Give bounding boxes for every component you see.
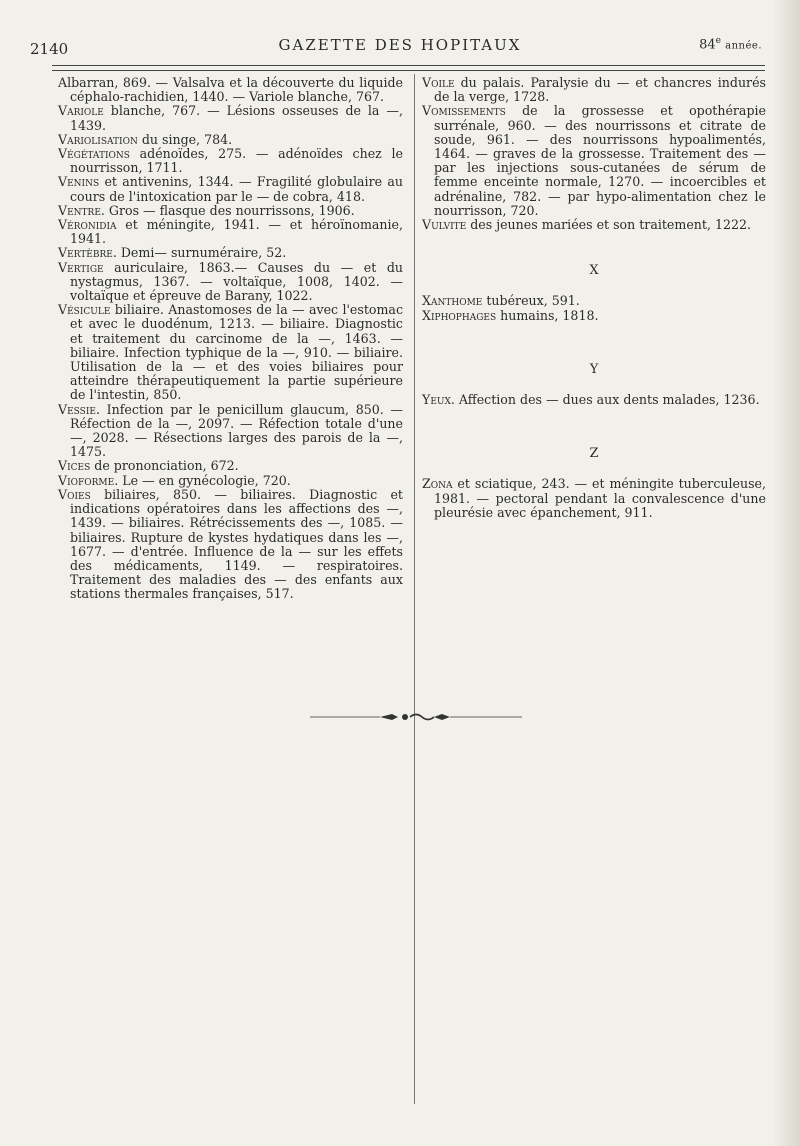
- index-entry-text: Albarran, 869. — Valsalva et la découverte du liquide céphalo-rachidien, 1440. — Variole blanche, 767.: [58, 75, 403, 105]
- index-entry: [58, 133, 403, 147]
- index-keyword: Vioforme.: [58, 472, 119, 488]
- index-entry: [58, 218, 403, 246]
- section-letter-y: Y: [589, 361, 599, 377]
- index-keyword: Variole: [58, 103, 104, 119]
- index-keyword: Véronidia: [58, 217, 117, 233]
- index-entry-text: Infection par le penicillum glaucum, 850. — Réfection de la —, 2097. — Réfection totale d'une —, 2028. — Résections larges des parois de la —, 1475.: [70, 401, 403, 460]
- section-z-entries: [422, 477, 766, 520]
- index-keyword: Vessie.: [58, 401, 100, 417]
- section-letter-z: Z: [589, 446, 599, 462]
- index-keyword: Ventre.: [58, 202, 105, 218]
- index-entry-text: du singe, 784.: [137, 131, 233, 147]
- section-letter-x: X: [589, 263, 599, 279]
- index-keyword: Voies: [58, 486, 91, 502]
- index-entry-text: biliaires, 850. — biliaires. Diagnostic et indications opératoires dans les affections des —, 1439. — biliaires. Rétrécissements des —, 1085. — biliaires. Rupture de kystes hydatiques dans les —, 1677. — d'entrée. Influence de la — sur les effets des médicaments, 1149. — respiratoires. Traitement des maladies des — des enfants aux stations thermales françaises, 517.: [70, 486, 403, 602]
- header-rule-double: [52, 70, 765, 71]
- index-entry-text: Gros — flasque des nourrissons, 1906.: [104, 202, 355, 218]
- index-keyword: Xanthome: [422, 293, 483, 309]
- year-word: année.: [725, 40, 762, 52]
- index-entry: [58, 474, 403, 488]
- index-keyword: Xiphophages: [422, 307, 497, 323]
- index-entry-text: de prononciation, 672.: [90, 458, 239, 474]
- index-entry: [58, 303, 403, 402]
- page-number: 2140: [30, 40, 69, 58]
- page-edge-shadow: [772, 0, 800, 1146]
- index-keyword: Yeux.: [422, 392, 455, 408]
- index-entry-text: du palais. Paralysie du — et chancres indurés de la verge, 1728.: [434, 75, 766, 105]
- index-entry: [58, 403, 403, 460]
- column-divider: [414, 74, 415, 1104]
- index-keyword: Variolisation: [58, 131, 138, 147]
- section-y-entries: [422, 393, 766, 407]
- index-keyword: Vertèbre.: [58, 245, 117, 261]
- index-entry-text: et sciatique, 243. — et méningite tuberculeuse, 1981. — pectoral pendant la convalescence d'une pleurésie avec épanchement, 911.: [434, 476, 766, 520]
- index-entry: [422, 309, 766, 323]
- index-keyword: Venins: [58, 174, 100, 190]
- index-entry: [58, 488, 403, 602]
- index-entry: [58, 104, 403, 132]
- index-entry: [58, 147, 403, 175]
- index-entry: [422, 393, 766, 407]
- index-entry: [422, 294, 766, 308]
- end-ornament: [310, 712, 522, 722]
- index-entry: [58, 459, 403, 473]
- index-entry: [58, 76, 403, 104]
- index-entry-text: de la grossesse et opothérapie surrénale, 960. — des nourrissons et citrate de soude, 961. — des nourrissons hypoalimentés, 1464. — graves de la grossesse. Traitement des — par les injections sous-cutanées de sérum de femme enceinte normale, 1270. — incoercibles et adrénaline, 782. — par hypo-alimentation chez le nourrisson, 720.: [434, 103, 766, 218]
- index-entry: [58, 261, 403, 304]
- index-entry: [422, 104, 766, 218]
- running-title: GAZETTE DES HOPITAUX: [278, 36, 522, 54]
- index-entry-text: adénoïdes, 275. — adénoïdes chez le nourrisson, 1711.: [70, 146, 403, 176]
- index-entry: [422, 477, 766, 520]
- section-x-entries: [422, 294, 766, 322]
- index-keyword: Vices: [58, 458, 91, 474]
- index-keyword: Voile: [422, 75, 455, 90]
- year-number: 84: [699, 37, 716, 53]
- index-entry: [58, 246, 403, 260]
- index-column-left: [58, 76, 403, 602]
- index-keyword: Vertige: [58, 259, 104, 275]
- index-entry-text: biliaire. Anastomoses de la — avec l'estomac et avec le duodénum, 1213. — biliaire. Diagnostic et traitement du carcinome de la —, 1463. — biliaire. Infection typhique de la —, 910. — biliaire. Utilisation de la — et des voies biliaires pour atteindre thérapeutiquement la partie supérieure de l'intestin, 850.: [70, 302, 403, 403]
- index-entry-text: tubéreux, 591.: [482, 293, 580, 309]
- index-entry: [58, 204, 403, 218]
- index-column-right: [422, 76, 766, 520]
- index-entry-text: des jeunes mariées et son traitement, 1222.: [466, 217, 752, 233]
- year-superscript: e: [715, 36, 721, 46]
- index-entry-text: auriculaire, 1863.— Causes du — et du nystagmus, 1367. — voltaïque, 1008, 1402. — voltaïque et épreuve de Barany, 1022.: [70, 259, 403, 304]
- index-entry: [422, 76, 766, 104]
- index-keyword: Zona: [422, 476, 453, 492]
- index-keyword: Vulvite: [422, 217, 467, 233]
- index-entry-text: Le — en gynécologie, 720.: [118, 472, 291, 488]
- index-entry-text: Demi— surnuméraire, 52.: [116, 245, 287, 261]
- section-v-entries: [422, 76, 766, 232]
- index-entry: [422, 218, 766, 232]
- index-entry-text: Affection des — dues aux dents malades, 1236.: [454, 392, 760, 408]
- header-rule: [52, 65, 765, 66]
- running-header: [0, 36, 800, 60]
- index-keyword: Vomissements: [422, 103, 506, 119]
- index-keyword: Vésicule: [58, 302, 111, 318]
- index-entry-text: et antivenins, 1344. — Fragilité globulaire au cours de l'intoxication par le — de cobra, 418.: [70, 174, 403, 204]
- index-entry-text: et méningite, 1941. — et héroïnomanie, 1941.: [70, 217, 403, 247]
- year-label: [699, 36, 762, 52]
- index-entry-text: humains, 1818.: [496, 307, 599, 323]
- index-keyword: Végétations: [58, 146, 130, 162]
- index-entry: [58, 175, 403, 203]
- index-entry-text: blanche, 767. — Lésions osseuses de la —, 1439.: [70, 103, 403, 133]
